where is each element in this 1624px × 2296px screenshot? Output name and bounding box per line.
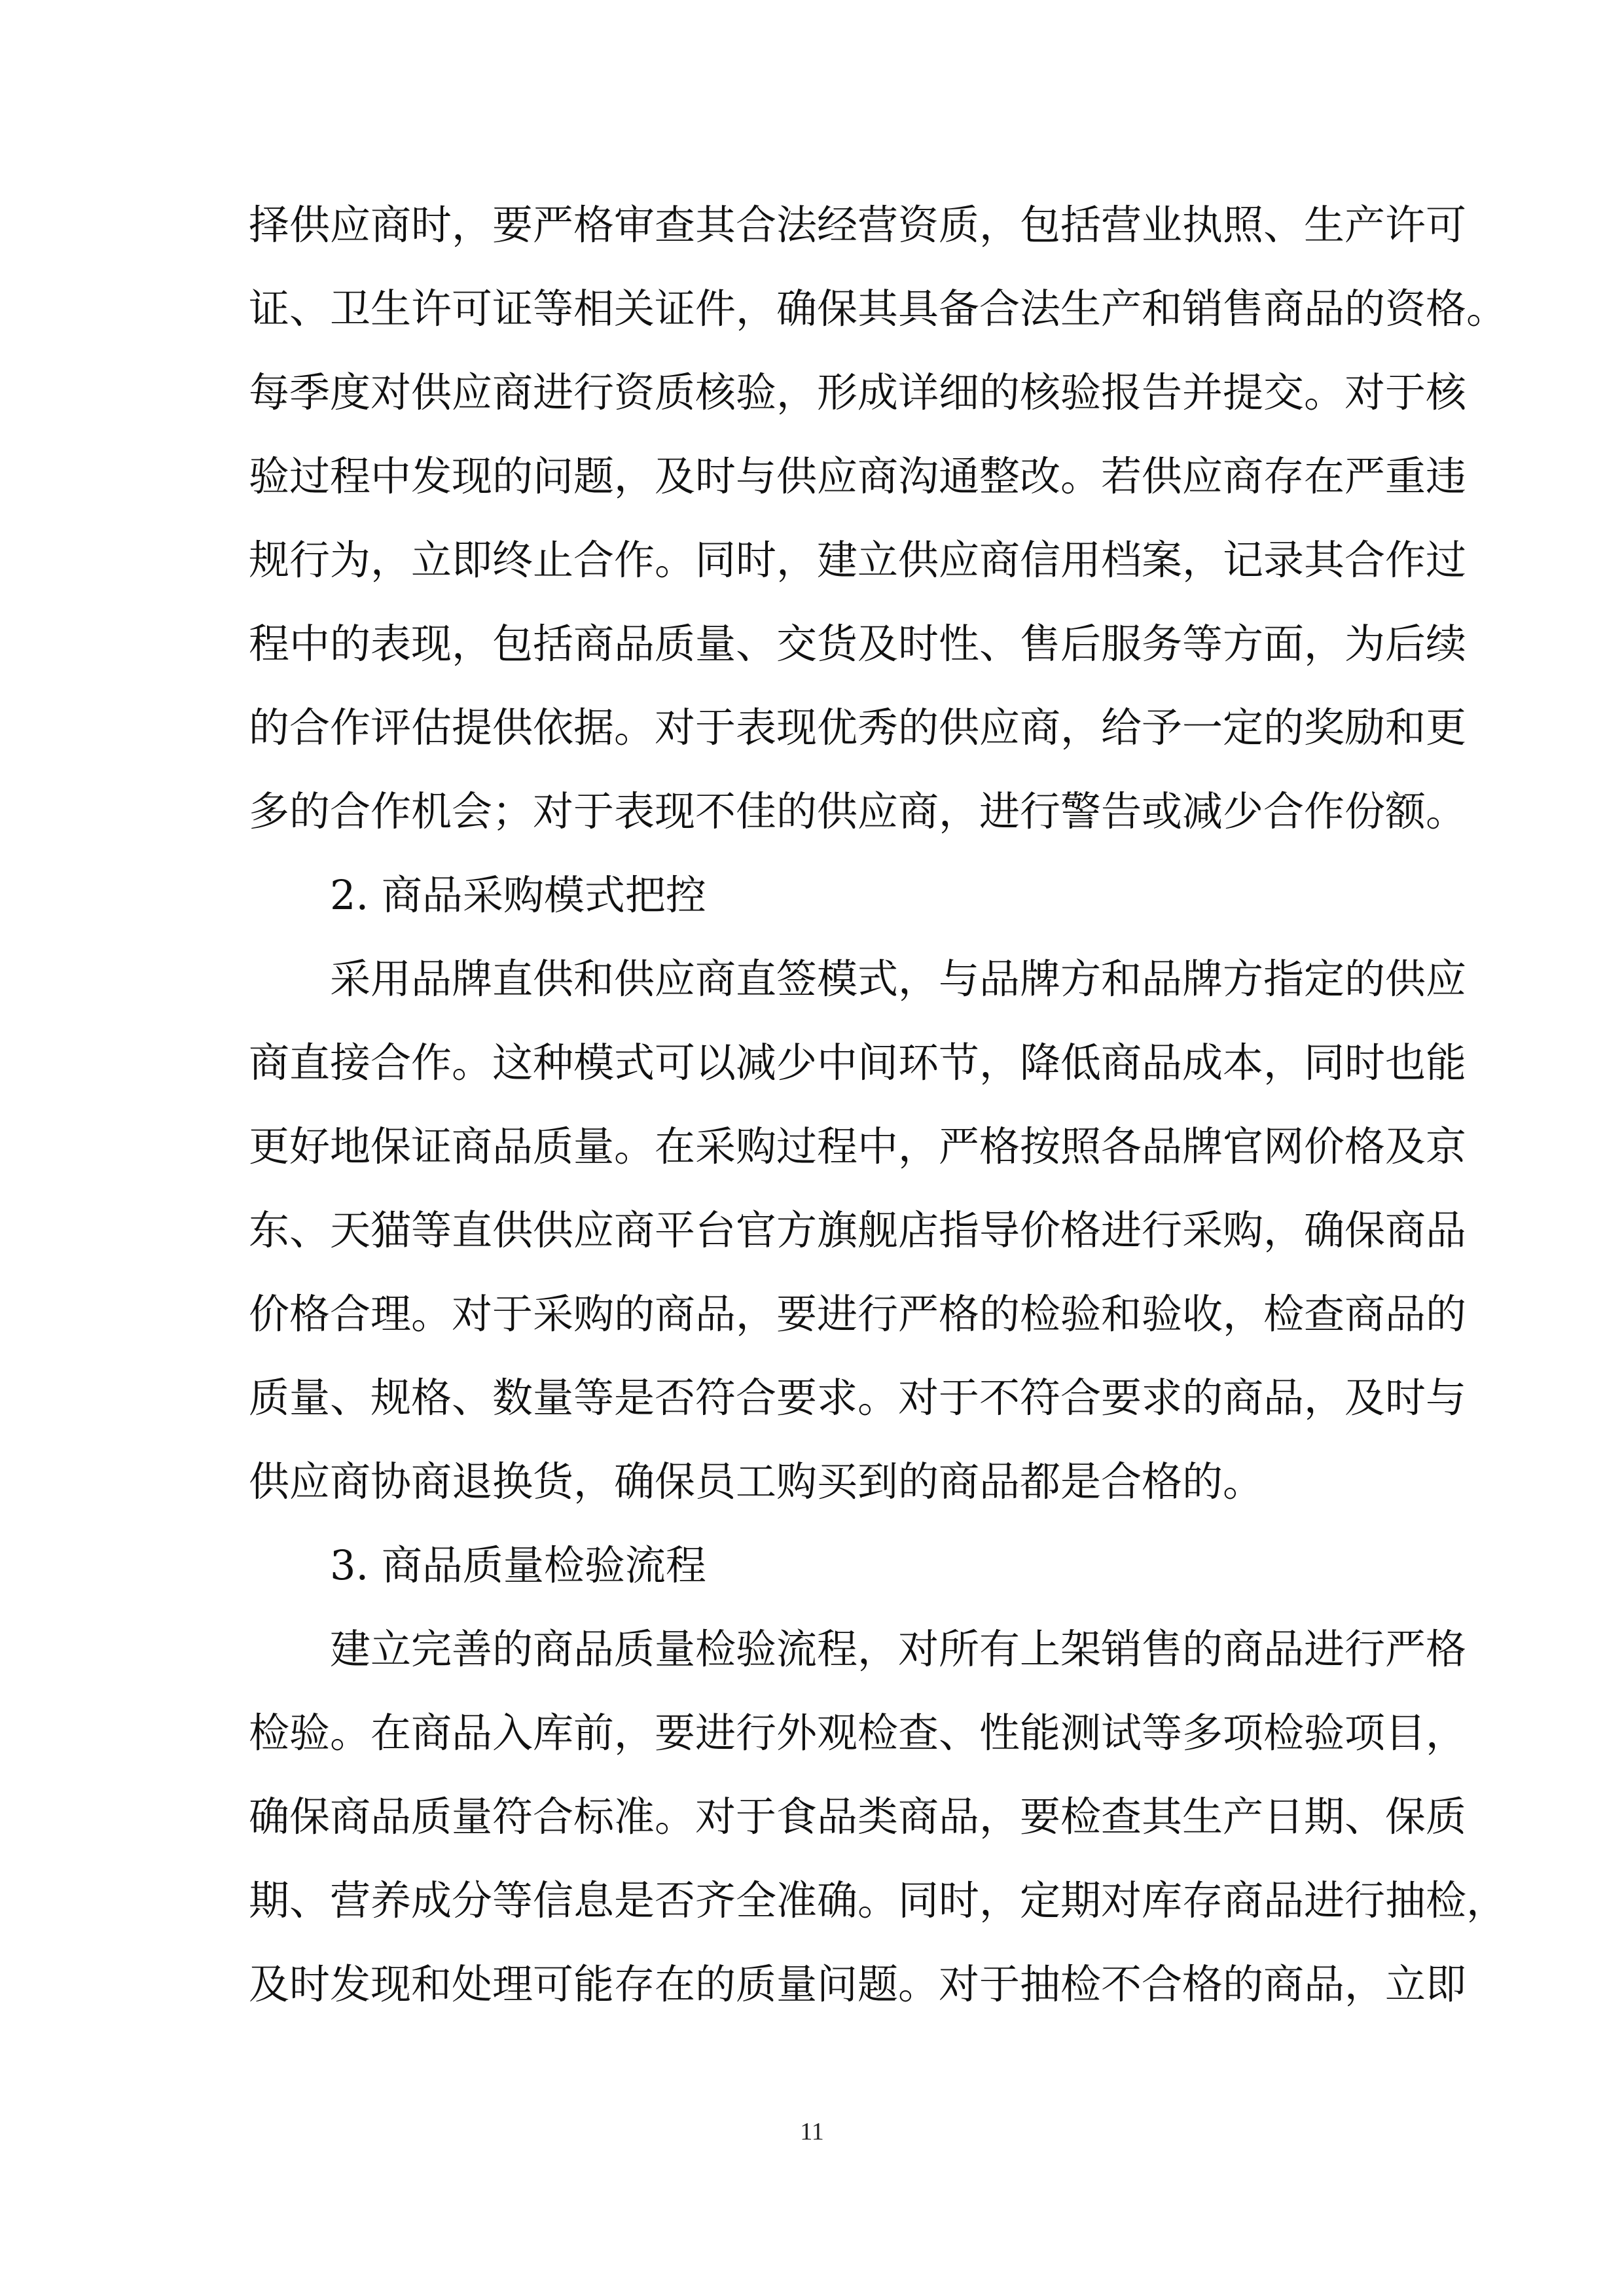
text-line: 价格合理。对于采购的商品，要进行严格的检验和验收，检查商品的 (249, 1290, 1467, 1338)
section-heading-3: 3. 商品质量检验流程 (330, 1541, 706, 1589)
text-line: 的合作评估提供依据。对于表现优秀的供应商，给予一定的奖励和更 (249, 704, 1467, 751)
text-line: 建立完善的商品质量检验流程，对所有上架销售的商品进行严格 (330, 1625, 1467, 1673)
document-body (249, 183, 1507, 2026)
text-line: 及时发现和处理可能存在的质量问题。对于抽检不合格的商品，立即 (249, 1960, 1467, 2008)
text-line: 程中的表现，包括商品质量、交货及时性、售后服务等方面，为后续 (249, 620, 1467, 668)
text-line: 多的合作机会；对于表现不佳的供应商，进行警告或减少合作份额。 (249, 787, 1467, 835)
text-line: 期、营养成分等信息是否齐全准确。同时，定期对库存商品进行抽检， (249, 1876, 1507, 1924)
text-line: 规行为，立即终止合作。同时，建立供应商信用档案，记录其合作过 (249, 536, 1467, 584)
text-line: 验过程中发现的问题，及时与供应商沟通整改。若供应商存在严重违 (249, 452, 1467, 500)
text-line: 确保商品质量符合标准。对于食品类商品，要检查其生产日期、保质 (249, 1793, 1467, 1840)
section-heading-2: 2. 商品采购模式把控 (330, 871, 706, 919)
text-line: 质量、规格、数量等是否符合要求。对于不符合要求的商品，及时与 (249, 1374, 1467, 1422)
text-line: 每季度对供应商进行资质核验，形成详细的核验报告并提交。对于核 (249, 368, 1467, 416)
text-line: 择供应商时，要严格审查其合法经营资质，包括营业执照、生产许可 (249, 201, 1467, 249)
page-number: 11 (800, 2118, 824, 2145)
text-line: 东、天猫等直供供应商平台官方旗舰店指导价格进行采购，确保商品 (249, 1206, 1467, 1254)
text-line: 供应商协商退换货，确保员工购买到的商品都是合格的。 (249, 1458, 1264, 1505)
text-line: 采用品牌直供和供应商直签模式，与品牌方和品牌方指定的供应 (330, 955, 1467, 1003)
text-line: 检验。在商品入库前，要进行外观检查、性能测试等多项检验项目， (249, 1709, 1467, 1757)
text-line: 更好地保证商品质量。在采购过程中，严格按照各品牌官网价格及京 (249, 1122, 1467, 1170)
text-line: 商直接合作。这种模式可以减少中间环节，降低商品成本，同时也能 (249, 1039, 1467, 1086)
text-line: 证、卫生许可证等相关证件，确保其具备合法生产和销售商品的资格。 (249, 285, 1507, 332)
